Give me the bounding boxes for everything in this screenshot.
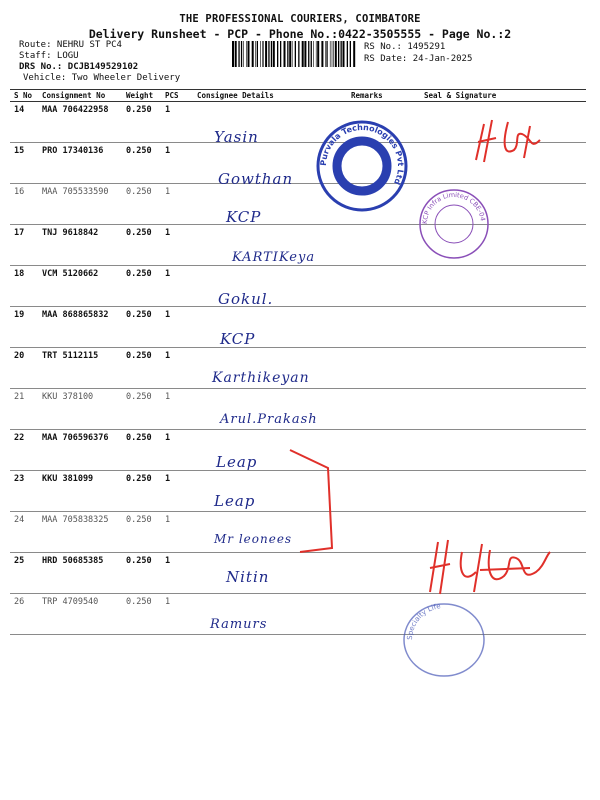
handwritten-name: Leap [214, 492, 256, 510]
table-cell-consignment [38, 471, 122, 512]
cell-text: 0.250 [126, 515, 152, 525]
cell-text: 0.250 [126, 433, 152, 443]
table-cell-consignment [38, 143, 122, 184]
table-cell-pcs [161, 471, 193, 512]
cell-text: 1 [165, 310, 171, 320]
table-cell-remarks [347, 512, 406, 553]
handwritten-name: KCP [220, 330, 256, 348]
table-cell-seal [406, 348, 586, 389]
table-cell-sno [10, 102, 38, 143]
handwritten-name: Karthikeyan [212, 370, 310, 386]
table-cell-remarks [347, 430, 406, 471]
cell-text: 14 [14, 105, 25, 115]
cell-text: 20 [14, 351, 25, 361]
table-cell-sno [10, 348, 38, 389]
table-cell-consignment [38, 307, 122, 348]
table-cell-pcs [161, 348, 193, 389]
svg-text:Specialty Life [406, 602, 441, 640]
cell-text: 23 [14, 474, 25, 484]
table-cell-weight [122, 594, 161, 635]
cell-text: 1 [165, 351, 171, 361]
table-cell-pcs [161, 307, 193, 348]
table-cell-sno [10, 184, 38, 225]
table-cell-pcs [161, 553, 193, 594]
cell-text: 0.250 [126, 597, 152, 607]
handwritten-name: KARTIKeya [232, 250, 316, 265]
table-cell-remarks [347, 553, 406, 594]
table-header-row [10, 90, 586, 102]
cell-text: 24 [14, 515, 25, 525]
cell-text: 19 [14, 310, 25, 320]
cell-text: 1 [165, 105, 171, 115]
table-cell-consignment [38, 430, 122, 471]
table-cell-sno [10, 225, 38, 266]
table-cell-seal [406, 266, 586, 307]
table-row [10, 307, 586, 348]
cell-text: 16 [14, 187, 25, 197]
table-row [10, 184, 586, 225]
table-cell-seal [406, 389, 586, 430]
table-cell-remarks [347, 266, 406, 307]
table-cell-pcs [161, 225, 193, 266]
table-cell-consignment [38, 389, 122, 430]
seal-text: Purvala Technologies Pvt Ltd [318, 122, 406, 186]
cell-text: 0.250 [126, 556, 152, 566]
table-cell-pcs [161, 184, 193, 225]
cell-text: 18 [14, 269, 25, 279]
table-cell-sno [10, 594, 38, 635]
handwritten-name: Yasin [214, 128, 259, 146]
table-cell-remarks [347, 389, 406, 430]
handwritten-name: Nitin [226, 568, 270, 586]
table-cell-pcs [161, 143, 193, 184]
cell-text: 0.250 [126, 351, 152, 361]
cell-text: 15 [14, 146, 25, 156]
table-cell-weight [122, 389, 161, 430]
red-signature [470, 110, 550, 168]
cell-text: MAA 706596376 [42, 433, 109, 443]
cell-text: KKU 381099 [42, 474, 94, 484]
table-cell-weight [122, 184, 161, 225]
cell-text: 17 [14, 228, 25, 238]
company-seal-stamp [312, 116, 412, 216]
table-cell-remarks [347, 471, 406, 512]
cell-text: 1 [165, 433, 171, 443]
cell-text: TRP 4709540 [42, 597, 99, 607]
cell-text: 0.250 [126, 146, 152, 156]
handwritten-name: Gokul. [218, 290, 274, 308]
table-cell-weight [122, 143, 161, 184]
handwritten-name: Ramurs [210, 617, 268, 632]
cell-text: KKU 378100 [42, 392, 94, 402]
table-cell-remarks [347, 307, 406, 348]
cell-text: 1 [165, 474, 171, 484]
cell-text: HRD 50685385 [42, 556, 104, 566]
col-weight: Weight [122, 90, 161, 102]
seal-text: KCP Infra Limited CBE-04 [420, 190, 487, 225]
cell-text: 0.250 [126, 392, 152, 402]
table-cell-weight [122, 307, 161, 348]
table-cell-weight [122, 102, 161, 143]
col-seal-signature: Seal & Signature [406, 90, 586, 102]
col-consignment: Consignment No [38, 90, 122, 102]
cell-text: 1 [165, 515, 171, 525]
svg-text:KCP Infra Limited CBE-04 [421, 191, 487, 224]
runsheet-title: Delivery Runsheet - PCP - Phone No.:0422-3505555 - Page No.:2 [88, 27, 512, 41]
handwritten-name: KCP [226, 208, 262, 226]
rs-number: RS No.: 1495291 [364, 42, 446, 52]
rs-date: RS Date: 24-Jan-2025 [364, 54, 473, 64]
drs-label: DRS No.: [19, 62, 63, 72]
table-cell-consignment [38, 184, 122, 225]
table-cell-consignment [38, 225, 122, 266]
route-info: Route: NEHRU ST PC4 [19, 40, 122, 50]
table-cell-weight [122, 471, 161, 512]
table-cell-seal [406, 430, 586, 471]
cell-text: 0.250 [126, 187, 152, 197]
table-cell-consignment [38, 102, 122, 143]
table-cell-weight [122, 266, 161, 307]
kcp-seal-stamp [416, 186, 492, 262]
table-cell-sno [10, 266, 38, 307]
cell-text: 22 [14, 433, 25, 443]
handwritten-name: Mr leonees [214, 532, 293, 546]
handwritten-name: Gowthan [218, 170, 294, 188]
cell-text: 0.250 [126, 269, 152, 279]
col-sno: S No [10, 90, 38, 102]
cell-text: 21 [14, 392, 25, 402]
table-cell-pcs [161, 102, 193, 143]
barcode-image [232, 41, 358, 67]
table-cell-pcs [161, 430, 193, 471]
table-cell-sno [10, 430, 38, 471]
cell-text: 1 [165, 228, 171, 238]
red-signature [420, 532, 560, 600]
table-cell-weight [122, 553, 161, 594]
bracket-mark [280, 440, 350, 555]
table-cell-consignment [38, 594, 122, 635]
cell-text: 1 [165, 392, 171, 402]
table-cell-pcs [161, 594, 193, 635]
table-cell-weight [122, 348, 161, 389]
table-cell-sno [10, 471, 38, 512]
table-cell-seal [406, 307, 586, 348]
company-name: THE PROFESSIONAL COURIERS, COIMBATORE [179, 13, 421, 25]
table-cell-weight [122, 430, 161, 471]
table-cell-seal [406, 471, 586, 512]
cell-text: 0.250 [126, 228, 152, 238]
table-cell-pcs [161, 512, 193, 553]
table-cell-consignment [38, 348, 122, 389]
seal-text: Specialty Life [405, 602, 442, 641]
drs-info [19, 62, 138, 73]
vehicle-info: Vehicle: Two Wheeler Delivery [23, 73, 181, 83]
table-cell-consignee [193, 553, 347, 594]
table-cell-weight [122, 225, 161, 266]
cell-text: TNJ 9618842 [42, 228, 99, 238]
cell-text: MAA 868865832 [42, 310, 109, 320]
table-row [10, 266, 586, 307]
faint-seal-stamp [398, 598, 490, 678]
handwritten-name: Leap [216, 453, 258, 471]
table-cell-consignee [193, 307, 347, 348]
col-pcs: PCS [161, 90, 193, 102]
table-cell-pcs [161, 389, 193, 430]
handwritten-name: Arul.Prakash [220, 412, 318, 427]
table-cell-remarks [347, 225, 406, 266]
cell-text: MAA 705533590 [42, 187, 109, 197]
table-cell-weight [122, 512, 161, 553]
cell-text: 1 [165, 187, 171, 197]
table-cell-consignment [38, 512, 122, 553]
table-cell-consignment [38, 266, 122, 307]
cell-text: 0.250 [126, 310, 152, 320]
cell-text: 0.250 [126, 474, 152, 484]
table-cell-sno [10, 307, 38, 348]
cell-text: 25 [14, 556, 25, 566]
cell-text: PRO 17340136 [42, 146, 104, 156]
cell-text: 0.250 [126, 105, 152, 115]
table-cell-sno [10, 553, 38, 594]
table-cell-remarks [347, 348, 406, 389]
staff-info: Staff: LOGU [19, 51, 79, 61]
cell-text: 1 [165, 556, 171, 566]
cell-text: 26 [14, 597, 25, 607]
table-cell-sno [10, 389, 38, 430]
cell-text: 1 [165, 146, 171, 156]
table-cell-sno [10, 512, 38, 553]
cell-text: MAA 705838325 [42, 515, 109, 525]
col-consignee: Consignee Details [193, 90, 347, 102]
table-cell-consignment [38, 553, 122, 594]
table-cell-sno [10, 143, 38, 184]
cell-text: 1 [165, 269, 171, 279]
cell-text: VCM 5120662 [42, 269, 99, 279]
cell-text: MAA 706422958 [42, 105, 109, 115]
col-remarks: Remarks [347, 90, 406, 102]
cell-text: 1 [165, 597, 171, 607]
table-cell-pcs [161, 266, 193, 307]
cell-text: TRT 5112115 [42, 351, 99, 361]
drs-value: DCJB149529102 [67, 62, 139, 72]
